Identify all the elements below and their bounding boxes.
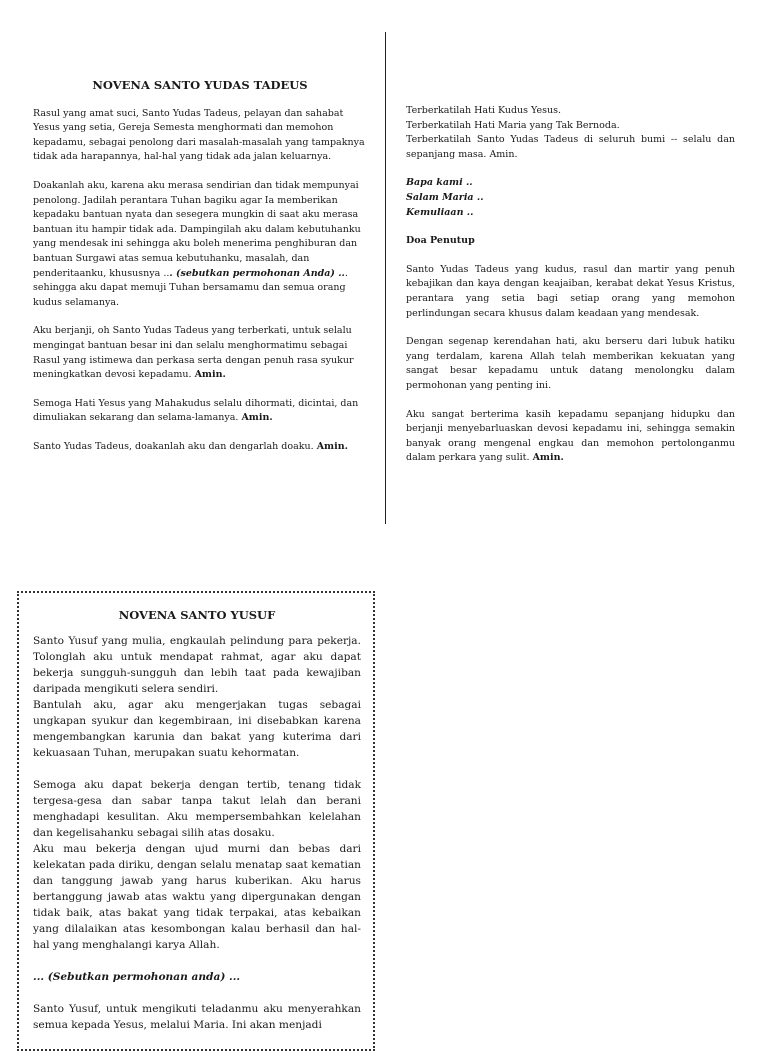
right-column-section xyxy=(406,104,735,480)
amen-label: Amin. xyxy=(194,369,226,381)
prayer-glory-be: Kemuliaan .. xyxy=(406,206,474,218)
novena-yusuf-paragraph-3: Semoga aku dapat bekerja dengan tertib, tenang tidak tergesa-gesa dan sabar tanpa takut lelah dan berani menghadapi kesulitan. Aku mempersembahkan kelelahan dan kegelisahanku sebagai silih atas dosaku. xyxy=(33,779,361,839)
novena-yusuf-box xyxy=(17,591,375,1051)
novena-yudas-paragraph-5-text: Santo Yudas Tadeus, doakanlah aku dan dengarlah doaku. xyxy=(33,440,314,452)
novena-yusuf-title: NOVENA SANTO YUSUF xyxy=(118,608,276,622)
novena-yusuf-paragraph-2: Bantulah aku, agar aku mengerjakan tugas sebagai ungkapan syukur dan kegembiraan, ini disebabkan karena mengembangkan karunia dan bakat yang kuterima dari kekuasaan Tuhan, merupakan suatu kehormatan. xyxy=(33,699,361,759)
novena-yusuf-paragraph-1: Santo Yusuf yang mulia, engkaulah pelindung para pekerja. Tolonglah aku untuk mendapat rahmat, agar aku dapat bekerja sungguh-sungguh dan lebih taat pada kewajiban daripada mengikuti selera sendiri. xyxy=(33,635,361,695)
novena-yudas-paragraph-3-text: Aku berjanji, oh Santo Yudas Tadeus yang terberkati, untuk selalu mengingat bantuan besar ini dan selalu menghormatimu sebagai Rasul yang istimewa dan perkasa serta dengan penuh rasa syukur meningkatkan devosi kepadamu. xyxy=(33,325,354,381)
novena-yudas-paragraph-2 xyxy=(33,179,367,310)
blessing-line-2: Terberkatilah Hati Maria yang Tak Bernoda. xyxy=(406,119,620,131)
closing-paragraph-3 xyxy=(406,408,735,466)
closing-paragraph-3-text: Aku sangat berterima kasih kepadamu sepanjang hidupku dan berjanji menyebarluaskan devosi kepadamu ini, sehingga semakin banyak orang mengenal engkau dan memohon pertolonganmu dalam perkara yang sulit. xyxy=(406,408,735,464)
petition-placeholder: ... (Sebutkan permohonan anda) ... xyxy=(33,971,241,983)
novena-yudas-paragraph-1: Rasul yang amat suci, Santo Yudas Tadeus, pelayan dan sahabat Yesus yang setia, Gereja Semesta menghormati dan memohon kepadamu, sebagai penolong dari masalah-masalah yang tampaknya tidak ada harapannya, hal-hal yang tidak ada jalan keluarnya. xyxy=(33,107,365,163)
novena-yudas-section xyxy=(33,78,367,468)
blessing-line-3: Terberkatilah Santo Yudas Tadeus di seluruh bumi -- selalu dan sepanjang masa. Amin. xyxy=(406,134,735,160)
novena-yudas-title: NOVENA SANTO YUDAS TADEUS xyxy=(92,78,308,92)
paragraph-gap xyxy=(33,761,361,777)
petition-placeholder: . (sebutkan permohonan Anda) .. xyxy=(169,267,345,279)
closing-prayer-heading: Doa Penutup xyxy=(406,235,475,247)
closing-paragraph-2: Dengan segenap kerendahan hati, aku berseru dari lubuk hatiku yang terdalam, karena Allah telah memberikan kekuatan yang sangat besar kepadamu untuk datang menolongku dalam permohonan yang penting ini. xyxy=(406,336,735,391)
novena-yusuf-paragraph-6: Santo Yusuf, untuk mengikuti teladanmu aku menyerahkan semua kepada Yesus, melalui Maria. Ini akan menjadi xyxy=(33,1003,361,1031)
novena-yudas-paragraph-5 xyxy=(33,440,367,455)
column-divider xyxy=(385,32,386,524)
novena-yusuf-paragraph-4: Aku mau bekerja dengan ujud murni dan bebas dari kelekatan pada diriku, dengan selalu menatap saat kematian dan tanggung jawab yang harus kuberikan. Aku harus bertanggung jawab atas waktu yang dipergunakan dengan tidak baik, atas bakat yang tidak terpakai, atas kebaikan yang dilalaikan atas kesombongan kalau berhasil dan hal-hal yang menghalangi karya Allah. xyxy=(33,843,361,951)
paragraph-gap xyxy=(33,985,361,1001)
prayer-hail-mary: Salam Maria .. xyxy=(406,191,484,203)
amen-label: Amin. xyxy=(241,412,273,424)
blessing-lines xyxy=(406,104,735,162)
amen-label: Amin. xyxy=(532,452,564,464)
prayer-our-father: Bapa kami .. xyxy=(406,177,473,189)
novena-yudas-paragraph-3 xyxy=(33,324,367,382)
novena-yudas-paragraph-4-text: Semoga Hati Yesus yang Mahakudus selalu dihormati, dicintai, dan dimuliakan sekarang dan selama-lamanya. xyxy=(33,397,359,424)
paragraph-gap xyxy=(33,953,361,969)
prayer-list xyxy=(406,176,735,220)
closing-paragraph-1: Santo Yudas Tadeus yang kudus, rasul dan martir yang penuh kebajikan dan kaya dengan keajaiban, kerabat dekat Yesus Kristus, perantara yang setia bagi setiap orang yang memohon perlindungan secara khusus dalam keadaan yang mendesak. xyxy=(406,263,735,319)
amen-label: Amin. xyxy=(316,440,348,452)
blessing-line-1: Terberkatilah Hati Kudus Yesus. xyxy=(406,105,562,116)
novena-yudas-paragraph-2-text-a: Doakanlah aku, karena aku merasa sendirian dan tidak mempunyai penolong. Jadilah perantara Tuhan bagiku agar Ia memberikan kepadaku bantuan nyata dan sesegera mungkin di saat aku merasa bantuan itu hampir tidak ada. Dampingilah aku dalam kebutuhanku yang mendesak ini sehingga aku boleh menerima penghiburan dan bantuan Surgawi atas semua kebutuhanku, masalah, dan penderitaanku, khususnya .. xyxy=(33,179,361,279)
novena-yudas-paragraph-4 xyxy=(33,397,367,426)
novena-yudas-paragraph-2-text-b: . sehingga aku dapat memuji Tuhan bersamamu dan semua orang kudus selamanya. xyxy=(33,267,348,308)
